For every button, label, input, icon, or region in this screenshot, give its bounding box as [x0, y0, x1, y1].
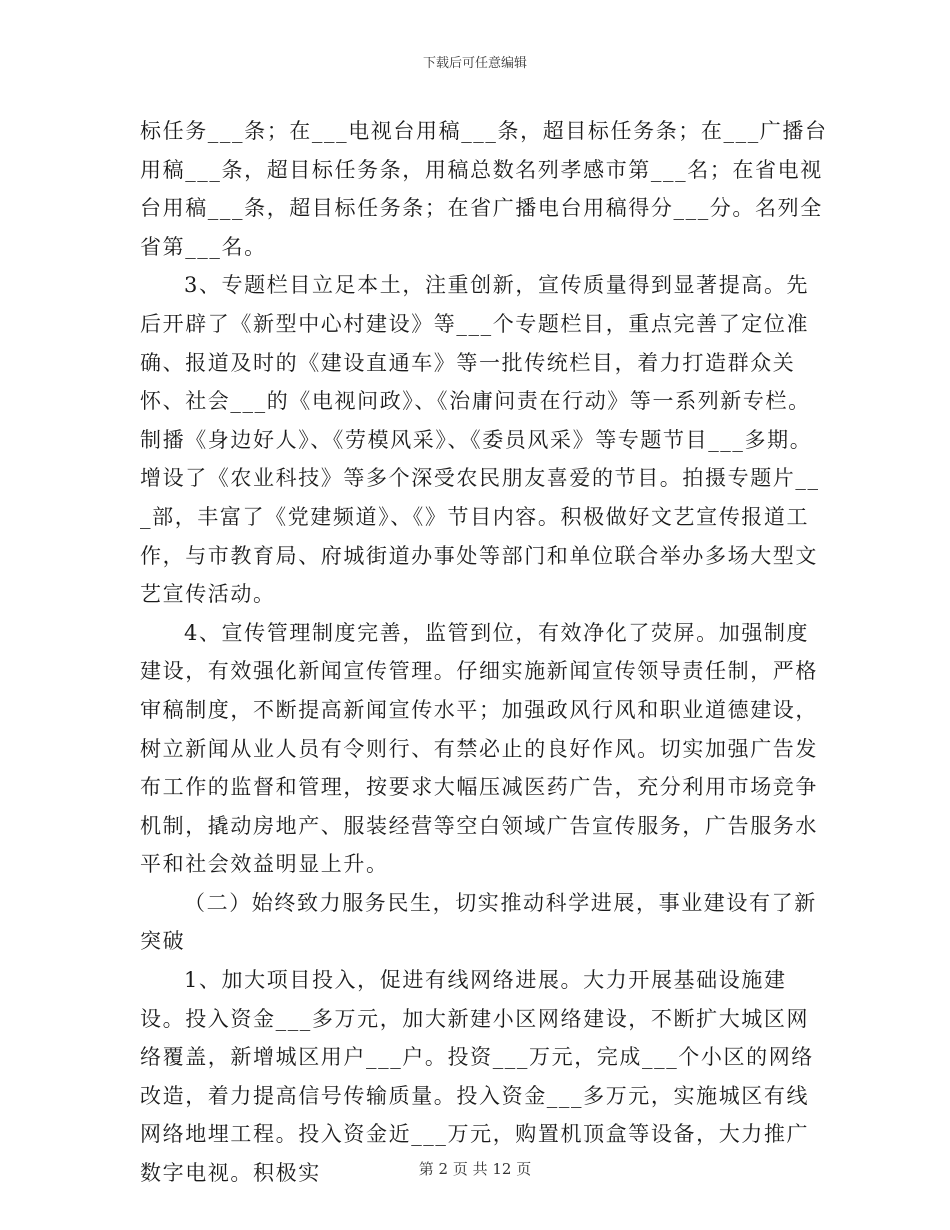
paragraph-continuation: 标任务___条；在___电视台用稿___条，超目标任务条；在___广播台用稿___条，超目标任务条，用稿总数名列孝感市第___名；在省电视台用稿___条，超目标任务条；在省广播电台用稿得分___分。名列全省第___名。: [140, 119, 828, 259]
paragraph-item-1: 1、加大项目投入，促进有线网络进展。大力开展基础设施建设。投入资金___多万元，加大新建小区网络建设，不断扩大城区网络覆盖，新增城区用户___户。投资___万元，完成___个小区的网络改造，着力提高信号传输质量。投入资金___多万元，实施城区有线网络地埋工程。投入资金近___万元，购置机顶盒等设备，大力推广数字电视。积极实: [140, 968, 814, 1186]
paragraph-item-4: 4、宣传管理制度完善，监管到位，有效净化了荧屏。加强制度建设，有效强化新闻宣传管理。仔细实施新闻宣传领导责任制，严格审稿制度，不断提高新闻宣传水平；加强政风行风和职业道德建设，树立新闻从业人员有令则行、有禁必止的良好作风。切实加强广告发布工作的监督和管理，按要求大幅压减医药广告，充分利用市场竞争机制，撬动房地产、服装经营等空白领域广告宣传服务，广告服务水平和社会效益明显上升。: [140, 620, 818, 877]
section-heading-2: （二）始终致力服务民生，切实推动科学进展，事业建设有了新突破: [140, 890, 817, 954]
page-number: 第 2 页 共 12 页: [418, 1160, 532, 1178]
document-body: [140, 112, 830, 1193]
page-header: 下载后可任意编辑: [422, 56, 527, 71]
paragraph-item-3: 3、专题栏目立足本土，注重创新，宣传质量得到显著提高。先后开辟了《新型中心村建设》等___个专题栏目，重点完善了定位准确、报道及时的《建设直通车》等一批传统栏目，着力打造群众关怀、社会___的《电视问政》、《治庸问责在行动》等一系列新专栏。制播《身边好人》、《劳模风采》、《委员风采》等专题节目___多期。增设了《农业科技》等多个深受农民朋友喜爱的节目。拍摄专题片___部，丰富了《党建频道》、《》节目内容。积极做好文艺宣传报道工作，与市教育局、府城街道办事处等部门和单位联合举办多场大型文艺宣传活动。: [140, 273, 820, 607]
